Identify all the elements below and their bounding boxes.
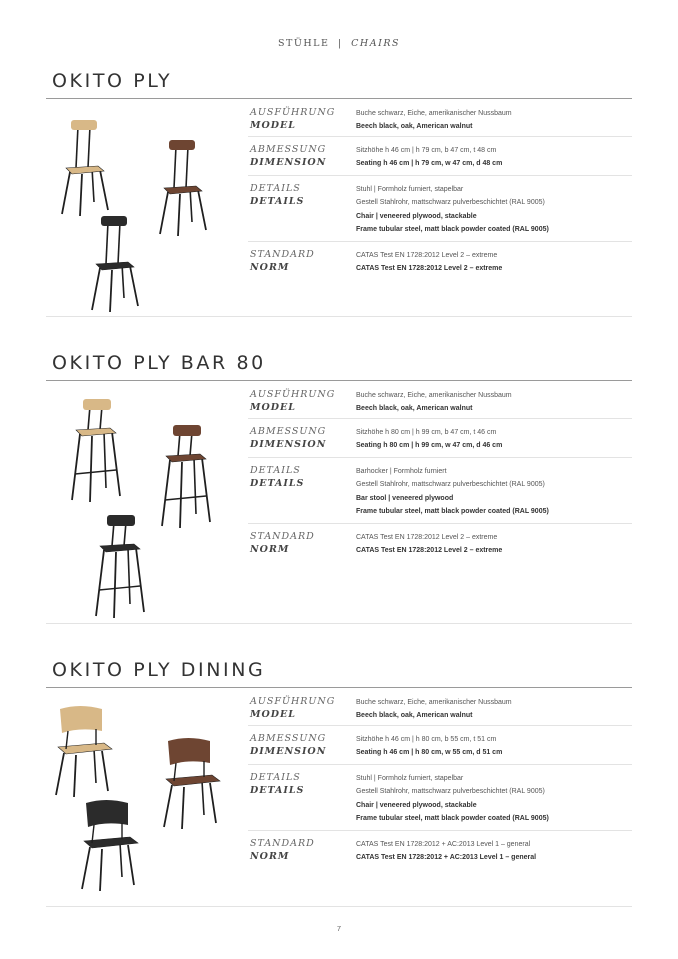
spec-label — [250, 732, 350, 758]
spec-label — [250, 143, 350, 169]
value-de: Buche schwarz, Eiche, amerikanischer Nussbaum — [356, 392, 512, 399]
label-en: DETAILS — [250, 478, 305, 489]
spec-label — [250, 530, 350, 556]
spec-row-details — [248, 765, 632, 831]
spec-row-standard — [248, 524, 632, 564]
chair-image-walnut — [154, 138, 224, 238]
value-en: CATAS Test EN 1728:2012 + AC:2013 Level 1 – general — [356, 854, 537, 862]
label-de: STANDARD — [250, 838, 315, 849]
product-title: OKITO PLY — [52, 70, 173, 92]
spec-table — [248, 100, 632, 282]
bar-stool-image-black — [90, 512, 160, 622]
value-en: Seating h 46 cm | h 79 cm, w 47 cm, d 48 cm — [356, 160, 503, 168]
label-de: ABMESSUNG — [250, 426, 327, 437]
product-section-okito-ply-dining — [46, 659, 632, 909]
title-divider — [46, 687, 632, 688]
product-section-okito-ply — [46, 70, 632, 320]
value-de: CATAS Test EN 1728:2012 + AC:2013 Level 1 – general — [356, 841, 531, 848]
value-de: Sitzhöhe h 46 cm | h 79 cm, b 47 cm, t 48 cm — [356, 147, 497, 154]
title-divider — [46, 98, 632, 99]
label-de: ABMESSUNG — [250, 733, 327, 744]
label-en: MODEL — [250, 709, 296, 720]
spec-label — [250, 425, 350, 451]
spec-values — [356, 772, 630, 825]
label-de: DETAILS — [250, 465, 301, 476]
spec-row-model — [248, 100, 632, 137]
label-de: AUSFÜHRUNG — [250, 696, 336, 707]
label-en: DIMENSION — [250, 746, 327, 757]
spec-label — [250, 248, 350, 274]
product-title: OKITO PLY DINING — [52, 659, 266, 681]
label-en: MODEL — [250, 402, 296, 413]
bar-stool-image-oak — [66, 396, 136, 506]
section-divider — [46, 316, 632, 317]
spec-row-standard — [248, 242, 632, 282]
dining-chair-image-walnut — [158, 735, 232, 831]
value-en: Frame tubular steel, matt black powder coated (RAL 9005) — [356, 507, 549, 515]
label-de: AUSFÜHRUNG — [250, 389, 336, 400]
header-category-de: STÜHLE — [278, 38, 330, 49]
value-de: Buche schwarz, Eiche, amerikanischer Nussbaum — [356, 699, 512, 706]
spec-label — [250, 388, 350, 414]
spec-row-details — [248, 176, 632, 242]
label-en: DETAILS — [250, 785, 305, 796]
bar-stool-image-walnut — [156, 422, 226, 532]
value-en: Beech black, oak, American walnut — [356, 405, 473, 413]
value-en: CATAS Test EN 1728:2012 Level 2 – extreme — [356, 547, 503, 555]
spec-values — [356, 426, 630, 453]
label-en: DIMENSION — [250, 157, 327, 168]
page-header — [0, 38, 678, 49]
value-de: CATAS Test EN 1728:2012 Level 2 – extreme — [356, 534, 498, 541]
value-de: Buche schwarz, Eiche, amerikanischer Nussbaum — [356, 110, 512, 117]
dining-chair-image-black — [76, 797, 150, 897]
spec-table — [248, 689, 632, 871]
spec-values — [356, 107, 630, 134]
value-de: Sitzhöhe h 80 cm | h 99 cm, b 47 cm, t 46 cm — [356, 429, 497, 436]
label-en: MODEL — [250, 120, 296, 131]
value-en: Beech black, oak, American walnut — [356, 712, 473, 720]
value-en: CATAS Test EN 1728:2012 Level 2 – extreme — [356, 265, 503, 273]
header-category-en: CHAIRS — [351, 38, 400, 49]
label-en: NORM — [250, 851, 290, 862]
value-en: Seating h 80 cm | h 99 cm, w 47 cm, d 46 cm — [356, 442, 503, 450]
spec-values — [356, 531, 630, 558]
section-divider — [46, 623, 632, 624]
value-en: Seating h 46 cm | h 80 cm, w 55 cm, d 51 cm — [356, 749, 503, 757]
label-en: NORM — [250, 544, 290, 555]
chair-image-oak — [56, 118, 126, 218]
product-title: OKITO PLY BAR 80 — [52, 352, 266, 374]
label-en: NORM — [250, 262, 290, 273]
spec-label — [250, 695, 350, 721]
value-en: Frame tubular steel, matt black powder coated (RAL 9005) — [356, 225, 549, 233]
label-de: AUSFÜHRUNG — [250, 107, 336, 118]
label-de: DETAILS — [250, 183, 301, 194]
spec-values — [356, 249, 630, 276]
spec-label — [250, 837, 350, 863]
spec-row-dimension — [248, 419, 632, 458]
label-en: DETAILS — [250, 196, 305, 207]
spec-row-model — [248, 689, 632, 726]
dining-chair-image-oak — [50, 703, 124, 799]
product-section-okito-ply-bar-80 — [46, 352, 632, 628]
spec-values — [356, 838, 630, 865]
spec-label — [250, 771, 350, 797]
value-de: Gestell Stahlrohr, mattschwarz pulverbeschichtet (RAL 9005) — [356, 788, 545, 796]
value-en: Bar stool | veneered plywood — [356, 494, 454, 502]
spec-values — [356, 183, 630, 236]
spec-label — [250, 464, 350, 490]
page-number: 7 — [336, 924, 342, 933]
spec-label — [250, 182, 350, 208]
spec-values — [356, 389, 630, 416]
value-en: Chair | veneered plywood, stackable — [356, 212, 477, 220]
label-de: STANDARD — [250, 249, 315, 260]
chair-image-black — [86, 214, 156, 314]
spec-label — [250, 106, 350, 132]
label-de: DETAILS — [250, 772, 301, 783]
spec-row-model — [248, 382, 632, 419]
label-de: STANDARD — [250, 531, 315, 542]
value-de: Gestell Stahlrohr, mattschwarz pulverbeschichtet (RAL 9005) — [356, 199, 545, 207]
title-divider — [46, 380, 632, 381]
spec-values — [356, 144, 630, 171]
spec-values — [356, 696, 630, 723]
spec-row-details — [248, 458, 632, 524]
value-en: Frame tubular steel, matt black powder coated (RAL 9005) — [356, 814, 549, 822]
label-en: DIMENSION — [250, 439, 327, 450]
value-de: CATAS Test EN 1728:2012 Level 2 – extreme — [356, 252, 498, 259]
value-de: Stuhl | Formholz furniert, stapelbar — [356, 186, 464, 193]
label-de: ABMESSUNG — [250, 144, 327, 155]
spec-row-dimension — [248, 726, 632, 765]
header-separator: | — [337, 38, 343, 49]
section-divider — [46, 906, 632, 907]
value-de: Sitzhöhe h 46 cm | h 80 cm, b 55 cm, t 51 cm — [356, 736, 497, 743]
value-en: Beech black, oak, American walnut — [356, 123, 473, 131]
spec-row-dimension — [248, 137, 632, 176]
value-de: Stuhl | Formholz furniert, stapelbar — [356, 775, 464, 782]
spec-values — [356, 465, 630, 518]
spec-table — [248, 382, 632, 564]
spec-values — [356, 733, 630, 760]
value-en: Chair | veneered plywood, stackable — [356, 801, 477, 809]
value-de: Barhocker | Formholz furniert — [356, 468, 447, 475]
spec-row-standard — [248, 831, 632, 871]
value-de: Gestell Stahlrohr, mattschwarz pulverbeschichtet (RAL 9005) — [356, 481, 545, 489]
